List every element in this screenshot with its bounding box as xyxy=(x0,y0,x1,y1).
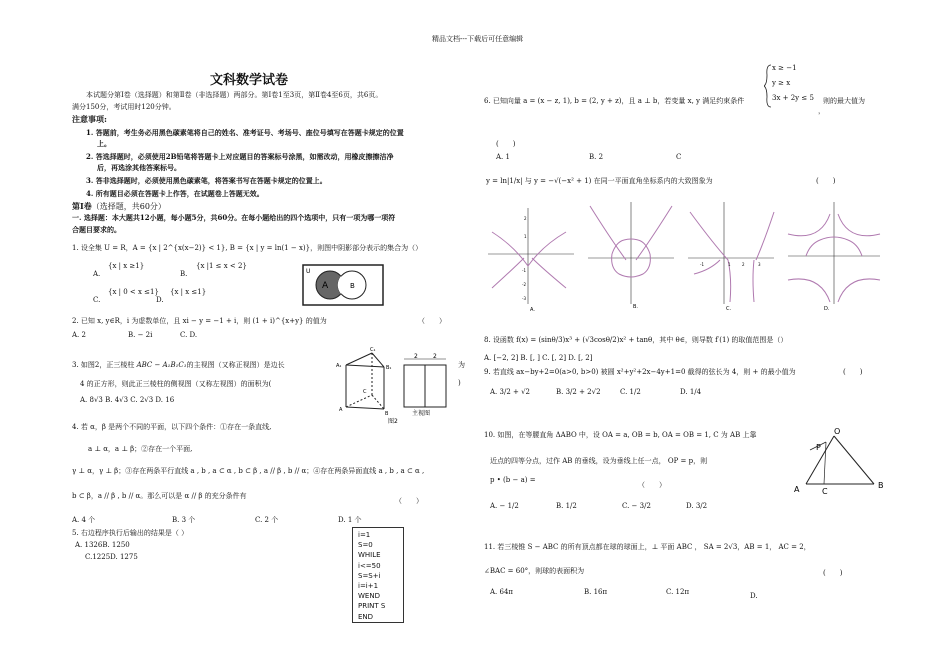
notice-1-cont: 上。 xyxy=(97,139,111,148)
point-o: O xyxy=(834,427,841,436)
intro-line-1: 本试题分第Ⅰ卷（选择题）和第Ⅱ卷（非选择题）两部分。第Ⅰ卷1至3页，第Ⅱ卷4至6页，共6页。 xyxy=(86,91,383,99)
q10-line-2: 近点的四等分点，过作 AB 的垂线，设为垂线上任一点， OP = p，则 xyxy=(490,457,708,465)
q4-option-c: C. 2 个 xyxy=(255,516,279,524)
program-line: S=S+i xyxy=(358,571,381,580)
vertex-a: A xyxy=(339,407,343,413)
section1-line-1: 一. 选择题：本大题共12小题，每小题5分，共60分。在每小题给出的四个选项中，只有一项为哪一项符 xyxy=(72,213,396,222)
q6-option-b: B. 2 xyxy=(589,153,604,161)
venn-diagram xyxy=(302,264,384,306)
point-p: P xyxy=(816,443,821,452)
q10-line-1: 10. 如图，在等腰直角 ΔABO 中，设 OA = a, OB = b, OA = OB = 1, C 为 AB 上靠 xyxy=(484,431,757,439)
venn-label-a: A xyxy=(322,281,329,291)
graph-b xyxy=(588,202,674,310)
q10-option-b: B. 1/2 xyxy=(556,502,577,510)
q6-stem: 6. 已知向量 a = (x − z, 1), b = (2, y + z)，且 a ⊥ b，若变量 x, y 满足约束条件 xyxy=(484,97,745,105)
vertex-c1: C₁ xyxy=(370,347,376,353)
q3-line-1-end: 为 xyxy=(458,361,465,369)
graph-c xyxy=(688,202,774,312)
q7-graphs xyxy=(484,198,884,316)
q1-option-d: D. xyxy=(156,296,164,304)
notice-3: 3. 答非选择题时，必须使用黑色碳素笔，将答案书写在答题卡规定的位置上。 xyxy=(86,176,327,185)
graph-a-tick: 1 xyxy=(524,234,527,239)
q8-options: A. [−2, 2] B. [, ] C. [, 2] D. [, 2] xyxy=(484,354,593,362)
q11-option-a: A. 64π xyxy=(490,588,514,596)
header-note: 精品文档---下载后可任意编辑 xyxy=(432,35,524,43)
q5-option-cd: C.1225D. 1275 xyxy=(85,553,138,561)
q8-stem: 8. 设函数 f(x) = (sinθ/3)x³ + (√3cosθ/2)x² + tanθ，其中 θ∈，则导数 f′(1) 的取值范围是（） xyxy=(484,336,788,344)
notice-1: 1. 答题前，考生务必用黑色碳素笔将自己的姓名、准考证号、考场号、座位号填写在答题卡规定的位置 xyxy=(86,128,404,137)
program-line: END xyxy=(358,612,374,621)
q3-line-1: 3. 如图2，正三棱柱 ABC − A₁B₁C₁的主视图（又称正视图）是边长 xyxy=(72,361,285,369)
q1-option-c-value: {x | 0 < x ≤1} xyxy=(108,288,159,296)
constraint-3: 3x + 2y ≤ 5 xyxy=(772,94,814,102)
q4-paren: （ ） xyxy=(395,497,423,505)
vertex-b1: B₁ xyxy=(386,365,392,371)
notice-title: 注意事项: xyxy=(72,114,107,124)
q2-paren: （ ） xyxy=(418,317,446,325)
program-box xyxy=(352,527,404,623)
q7-paren: ( ) xyxy=(816,177,836,185)
graph-a-tick: -2 xyxy=(522,282,526,287)
notice-2: 2. 答选择题时，必须使用2B铅笔将答题卡上对应题目的答案标号涂黑，如需改动，用橡皮擦擦洁净 xyxy=(86,152,394,161)
q11-paren: ( ) xyxy=(823,569,843,577)
q10-option-c: C. − 3/2 xyxy=(622,502,651,510)
q11-option-c: C. 12π xyxy=(666,588,690,596)
q10-option-a: A. − 1/2 xyxy=(490,502,519,510)
q5-option-ab: A. 1326B. 1250 xyxy=(75,541,130,549)
q9-option-b: B. 3/2 + 2√2 xyxy=(556,388,601,396)
graph-c-tick: 3 xyxy=(758,262,761,267)
q10-line-3: p • (b − a) = xyxy=(490,476,536,484)
q11-option-b: B. 16π xyxy=(584,588,608,596)
graph-c-tick: -1 xyxy=(700,262,704,267)
q3-line-2-end: ) xyxy=(458,379,461,387)
q6-option-c: C xyxy=(676,153,682,161)
graph-c-label: C. xyxy=(726,306,732,312)
graph-a-tick: -3 xyxy=(522,296,526,301)
q2-option-cd: C. D. xyxy=(180,331,198,339)
constraint-brace xyxy=(764,64,772,108)
notice-4: 4. 所有题目必须在答题卡上作答，在试题卷上答题无效。 xyxy=(86,189,264,198)
graph-c-tick: 1 xyxy=(728,262,731,267)
q11-line-2: ∠BAC = 60°，则球的表面积为 xyxy=(484,567,585,575)
q4-line-1: 4. 若 α，β 是两个不同的平面，以下四个条件：①存在一条直线, xyxy=(72,423,272,431)
q11-line-1: 11. 若三棱锥 S − ABC 的所有顶点都在球的球面上，⊥ 平面 ABC ， SA = 2√3，AB = 1， AC = 2， xyxy=(484,543,811,551)
q6-tail: 则的最大值为 xyxy=(823,97,865,105)
graph-a-tick: -1 xyxy=(522,268,526,273)
program-line: PRINT S xyxy=(358,602,386,611)
vertex-b: B xyxy=(385,411,389,417)
q1-option-d-value: {x | x ≤1} xyxy=(170,288,207,296)
venn-label-b: B xyxy=(350,282,355,290)
graph-d xyxy=(788,202,880,312)
vertex-c: C xyxy=(363,389,367,395)
q10-paren: （ ） xyxy=(638,481,666,489)
q6-comma: ， xyxy=(818,107,825,115)
graph-c-tick: 2 xyxy=(742,262,745,267)
constraint-2: y ≥ x xyxy=(772,79,791,87)
main-view-label: 主视图 xyxy=(412,410,431,417)
q9-paren: ( ) xyxy=(843,368,863,376)
q10-option-d: D. 3/2 xyxy=(686,502,708,510)
venn-label-u: U xyxy=(306,268,311,275)
exam-title: 文科数学试卷 xyxy=(210,73,289,88)
q9-stem: 9. 若直线 ax−by+2=0(a>0, b>0) 被圆 x²+y²+2x−4y+1=0 截得的弦长为 4，则 + 的最小值为 xyxy=(484,368,796,376)
q4-line-2: a ⊥ α，a ⊥ β；②存在一个平面, xyxy=(88,445,193,453)
graph-b-label: B. xyxy=(633,304,639,310)
section1-line-2: 合题目要求的。 xyxy=(72,225,121,234)
q2-stem: 2. 已知 x, y∈R，i 为虚数单位，且 xi − y = −1 + i，则 (1 + i)^{x+y} 的值为 xyxy=(72,317,327,325)
q9-option-a: A. 3/2 + √2 xyxy=(490,388,531,396)
point-b: B xyxy=(878,481,884,490)
q2-option-a: A. 2 xyxy=(72,331,86,339)
intro-line-2: 满分150分，考试用时120分钟。 xyxy=(72,103,176,111)
q4-line-3: γ ⊥ α，γ ⊥ β；③存在两条平行直线 a , b , a ⊂ α , b ⊂ β , a // β , b // α；④存在两条异面直线 a , b , a ⊂ α , xyxy=(72,467,425,475)
graph-a-tick: 2 xyxy=(524,216,527,221)
graph-d-label: D. xyxy=(824,306,830,312)
q5-stem: 5. 右边程序执行后输出的结果是（ ） xyxy=(72,529,189,537)
prism-figure xyxy=(334,343,458,425)
q4-option-d: D. 1 个 xyxy=(338,516,362,524)
q7-stem: y = ln|1/x| 与 y = −√(−x² + 1) 在同一平面直角坐标系内的大致图象为 xyxy=(486,177,713,185)
q9-option-d: D. 1/4 xyxy=(680,388,702,396)
q1-option-a: A. xyxy=(93,270,101,278)
dim-left: 2 xyxy=(414,353,418,360)
q1-option-b-value: {x |1 ≤ x < 2} xyxy=(196,262,247,270)
q1-option-c: C. xyxy=(93,296,101,304)
q6-option-a: A. 1 xyxy=(496,153,510,161)
q4-option-b: B. 3 个 xyxy=(172,516,196,524)
graph-a-label: A. xyxy=(530,307,535,313)
program-line: WEND xyxy=(358,592,380,601)
program-line: WHILE xyxy=(358,551,381,560)
vertex-a1: A₁ xyxy=(336,363,342,369)
figure-2-label: 图2 xyxy=(388,418,398,425)
program-line: i<=50 xyxy=(358,561,381,570)
q6-paren: ( ) xyxy=(496,140,516,148)
q1-option-b: B. xyxy=(180,270,188,278)
graph-a xyxy=(488,208,574,313)
q4-option-a: A. 4 个 xyxy=(72,516,96,524)
q1-option-a-value: {x | x ≥1} xyxy=(108,262,145,270)
q11-option-d: D. xyxy=(750,592,758,600)
q2-option-b: B. − 2i xyxy=(128,331,153,339)
q3-line-2: 4 的正方形，则此正三棱柱的侧视图（又称左视图）的面积为( xyxy=(80,380,272,388)
point-a: A xyxy=(794,485,800,494)
program-line: i=i+1 xyxy=(358,582,379,591)
part1-heading: 第Ⅰ卷（选择题，共60分） xyxy=(72,201,166,211)
notice-2-cont: 后，再选涂其他答案标号。 xyxy=(97,163,181,172)
point-c: C xyxy=(822,487,828,496)
q4-line-4: b ⊂ β，a // β , b // α。那么可以是 α // β 的充分条件有 xyxy=(72,492,247,500)
q9-option-c: C. 1/2 xyxy=(620,388,641,396)
q1-stem: 1. 设全集 U = R，A = {x | 2^{x(x−2)} < 1}, B = {x | y = ln(1 − x)}，则图中阴影部分表示的集合为（） xyxy=(72,244,423,252)
dim-right: 2 xyxy=(433,353,437,360)
program-line: i=1 xyxy=(358,531,371,539)
q3-options: A. 8√3 B. 4√3 C. 2√3 D. 16 xyxy=(80,396,175,404)
program-line: S=0 xyxy=(358,541,373,550)
constraint-1: x ≥ −1 xyxy=(772,64,797,72)
triangle-figure xyxy=(786,420,890,500)
